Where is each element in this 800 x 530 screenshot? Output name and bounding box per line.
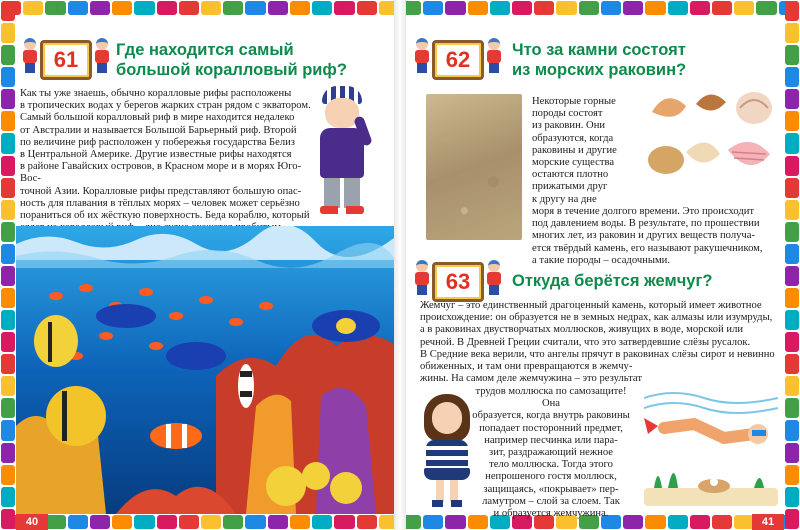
right-page [406, 16, 784, 528]
border-block [68, 515, 88, 529]
color-border-left [0, 0, 16, 530]
border-block [357, 515, 377, 529]
text-line: точной Азии. Коралловые рифы представляют большую опас- [20, 185, 302, 197]
text-line: например песчинка или пара- [484, 434, 618, 446]
border-block [1, 266, 15, 286]
border-block [112, 515, 132, 529]
border-block [134, 1, 154, 15]
kid-icon [20, 38, 40, 74]
text-line: ламутром – слой за слоем. Так [482, 495, 620, 507]
page-number-right: 41 [752, 514, 784, 530]
text-line: речной. В Древней Греции считали, что это затвердевшие слёзы русалок. [420, 336, 751, 348]
border-block [785, 376, 799, 396]
text-line: из раковин. Они [532, 120, 606, 132]
border-block [785, 288, 799, 308]
boy-illustration [312, 86, 372, 216]
border-block [785, 420, 799, 440]
border-block [690, 1, 710, 15]
border-block [579, 1, 599, 15]
border-block [1, 67, 15, 87]
border-block [423, 515, 443, 529]
border-block [1, 89, 15, 109]
page-number-left: 40 [16, 514, 48, 530]
border-block [512, 1, 532, 15]
border-block [712, 515, 732, 529]
border-block [785, 443, 799, 463]
text-line: обиженных, и там они превращаются в жемчу- [420, 361, 633, 373]
border-block [290, 1, 310, 15]
border-block [785, 67, 799, 87]
border-block [785, 465, 799, 485]
border-block [601, 1, 621, 15]
color-border-right [784, 0, 800, 530]
border-block [312, 515, 332, 529]
border-block [785, 398, 799, 418]
border-block [245, 1, 265, 15]
text-line: тело моллюска. Тогда этого [489, 459, 613, 471]
border-block [1, 45, 15, 65]
border-block [201, 515, 221, 529]
text-line: под давлением воды. В результате, по прошествии [532, 218, 760, 230]
border-block [201, 1, 221, 15]
text-line: в районе Гавайских островов, в Красном море и в морях Юго-Вос- [20, 161, 302, 185]
border-block [785, 222, 799, 242]
title-line: из морских раковин? [512, 61, 687, 79]
border-block [1, 420, 15, 440]
border-block [445, 1, 465, 15]
text-line: по величине риф расположен у побережья государства Белиз [20, 136, 295, 148]
border-block [468, 1, 488, 15]
border-block [785, 111, 799, 131]
text-line: морские существа [532, 157, 615, 169]
border-block [1, 310, 15, 330]
border-block [785, 1, 799, 21]
border-block [1, 443, 15, 463]
text-line: Как ты уже знаешь, обычно коралловые рифы расположены [20, 88, 292, 99]
border-block [534, 1, 554, 15]
text-line: жины. На самом деле жемчужина – это результат [420, 373, 642, 385]
text-line: прижатыми друг [532, 181, 608, 193]
border-block [1, 133, 15, 153]
text-line: а в раковинах двустворчатых моллюсков, живущих в воде, морской или [420, 324, 744, 336]
text-line: трудов моллюска по самозащите! Она [475, 386, 627, 410]
border-block [423, 1, 443, 15]
border-block [623, 1, 643, 15]
border-block [1, 111, 15, 131]
border-block [645, 515, 665, 529]
kid-icon [412, 38, 432, 74]
border-block [690, 515, 710, 529]
border-block [1, 23, 15, 43]
border-block [1, 398, 15, 418]
paragraph-61 [20, 88, 316, 234]
border-block [179, 1, 199, 15]
text-line: а такие породы – осадочными. [532, 254, 670, 266]
border-block [785, 178, 799, 198]
text-line: многих лет, из раковин и других веществ получа- [532, 230, 755, 242]
coral-reef-illustration [16, 226, 394, 514]
border-block [90, 515, 110, 529]
border-block [312, 1, 332, 15]
border-block [785, 45, 799, 65]
question-number-62: 62 [432, 40, 484, 80]
question-title-61 [116, 40, 386, 80]
text-line: Жемчуг – это единственный драгоценный камень, который имеет животное [420, 300, 762, 311]
border-block [556, 1, 576, 15]
border-block [357, 1, 377, 15]
border-block [1, 244, 15, 264]
question-title-63: Откуда берётся жемчуг? [512, 272, 713, 290]
border-block [1, 222, 15, 242]
text-line: образуется, когда внутрь раковины [472, 410, 630, 422]
border-block [490, 1, 510, 15]
text-line: породы состоят [532, 108, 603, 120]
border-block [1, 178, 15, 198]
question-title-62 [512, 40, 777, 80]
paragraph-62-narrow [532, 96, 652, 206]
border-block [668, 1, 688, 15]
border-block [1, 1, 15, 21]
border-block [785, 244, 799, 264]
text-line: зит, раздражающий нежное [489, 447, 613, 459]
text-line: остаются плотно [532, 169, 609, 181]
border-block [68, 1, 88, 15]
border-block [1, 156, 15, 176]
seashells-illustration [646, 82, 776, 188]
border-block [785, 354, 799, 374]
border-block [645, 1, 665, 15]
border-block [785, 89, 799, 109]
border-block [1, 376, 15, 396]
border-block [268, 1, 288, 15]
border-block [45, 1, 65, 15]
border-block [785, 156, 799, 176]
border-block [245, 515, 265, 529]
text-line: в Центральной Америке. Другие известные рифы находятся [20, 149, 292, 161]
text-line: образуются, когда [532, 132, 614, 144]
border-block [179, 515, 199, 529]
kid-icon [412, 260, 432, 296]
border-block [785, 200, 799, 220]
diver-illustration [644, 368, 778, 506]
border-block [785, 487, 799, 507]
border-block [785, 23, 799, 43]
border-block [90, 1, 110, 15]
border-block [445, 515, 465, 529]
border-block [112, 1, 132, 15]
border-block [1, 332, 15, 352]
title-line: Что за камни состоят [512, 41, 686, 59]
title-line: Где находится самый [116, 41, 294, 59]
shell-rock-photo [426, 94, 522, 240]
text-line: от Австралии и называется Большой Барьерный риф. Второй [20, 124, 297, 136]
border-block [1, 487, 15, 507]
title-line: большой коралловый риф? [116, 61, 347, 79]
border-block [290, 515, 310, 529]
border-block [785, 332, 799, 352]
text-line: происхождение: он образуется не в земных недрах, как алмазы или изумруды, [420, 312, 773, 324]
text-line: раковины и другие [532, 144, 617, 156]
text-line: Некоторые горные [532, 96, 616, 107]
border-block [734, 1, 754, 15]
border-block [668, 515, 688, 529]
border-block [1, 288, 15, 308]
border-block [785, 509, 799, 529]
text-line: и образуется жемчужина. [493, 508, 609, 520]
border-block [23, 1, 43, 15]
question-number-63: 63 [432, 262, 484, 302]
border-block [1, 465, 15, 485]
left-page [16, 16, 394, 528]
border-block [785, 266, 799, 286]
question-number-61: 61 [40, 40, 92, 80]
border-block [785, 310, 799, 330]
paragraph-62-wide [532, 206, 772, 267]
border-block [1, 509, 15, 529]
border-block [223, 515, 243, 529]
text-line: защищаясь, «покрывает» пер- [483, 483, 619, 495]
text-line: ность для плавания в тёплых морях – человек может серьёзно [20, 197, 300, 209]
text-line: моря в течение долгого времени. Это происходит [532, 206, 755, 217]
kid-icon [484, 260, 504, 296]
text-line: В Средние века верили, что ангелы прячут в раковинах слёзы сирот и невинно [420, 348, 775, 360]
border-block [756, 1, 776, 15]
paragraph-63-bottom [466, 386, 636, 520]
text-line: в тропических водах у берегов жарких стран рядом с экватором. [20, 100, 311, 112]
border-block [45, 515, 65, 529]
border-block [268, 515, 288, 529]
border-block [157, 1, 177, 15]
kid-icon [484, 38, 504, 74]
border-block [785, 133, 799, 153]
text-line: попадает посторонний предмет, [479, 422, 623, 434]
text-line: Самый большой коралловый риф в мире находится недалеко [20, 112, 295, 124]
text-line: пораниться об их жёсткую поверхность. Беда кораблю, который [20, 210, 310, 222]
border-block [223, 1, 243, 15]
girl-illustration [420, 394, 476, 510]
border-block [334, 1, 354, 15]
border-block [134, 515, 154, 529]
kid-icon [92, 38, 112, 74]
border-block [1, 200, 15, 220]
border-block [157, 515, 177, 529]
border-block [1, 354, 15, 374]
border-block [334, 515, 354, 529]
text-line: к другу на дне [532, 193, 597, 205]
border-block [712, 1, 732, 15]
text-line: непрошеного гостя моллюск, [485, 471, 617, 483]
text-line: ется твёрдый камень, его называют ракушечником, [532, 242, 763, 254]
book-gutter [394, 0, 406, 530]
